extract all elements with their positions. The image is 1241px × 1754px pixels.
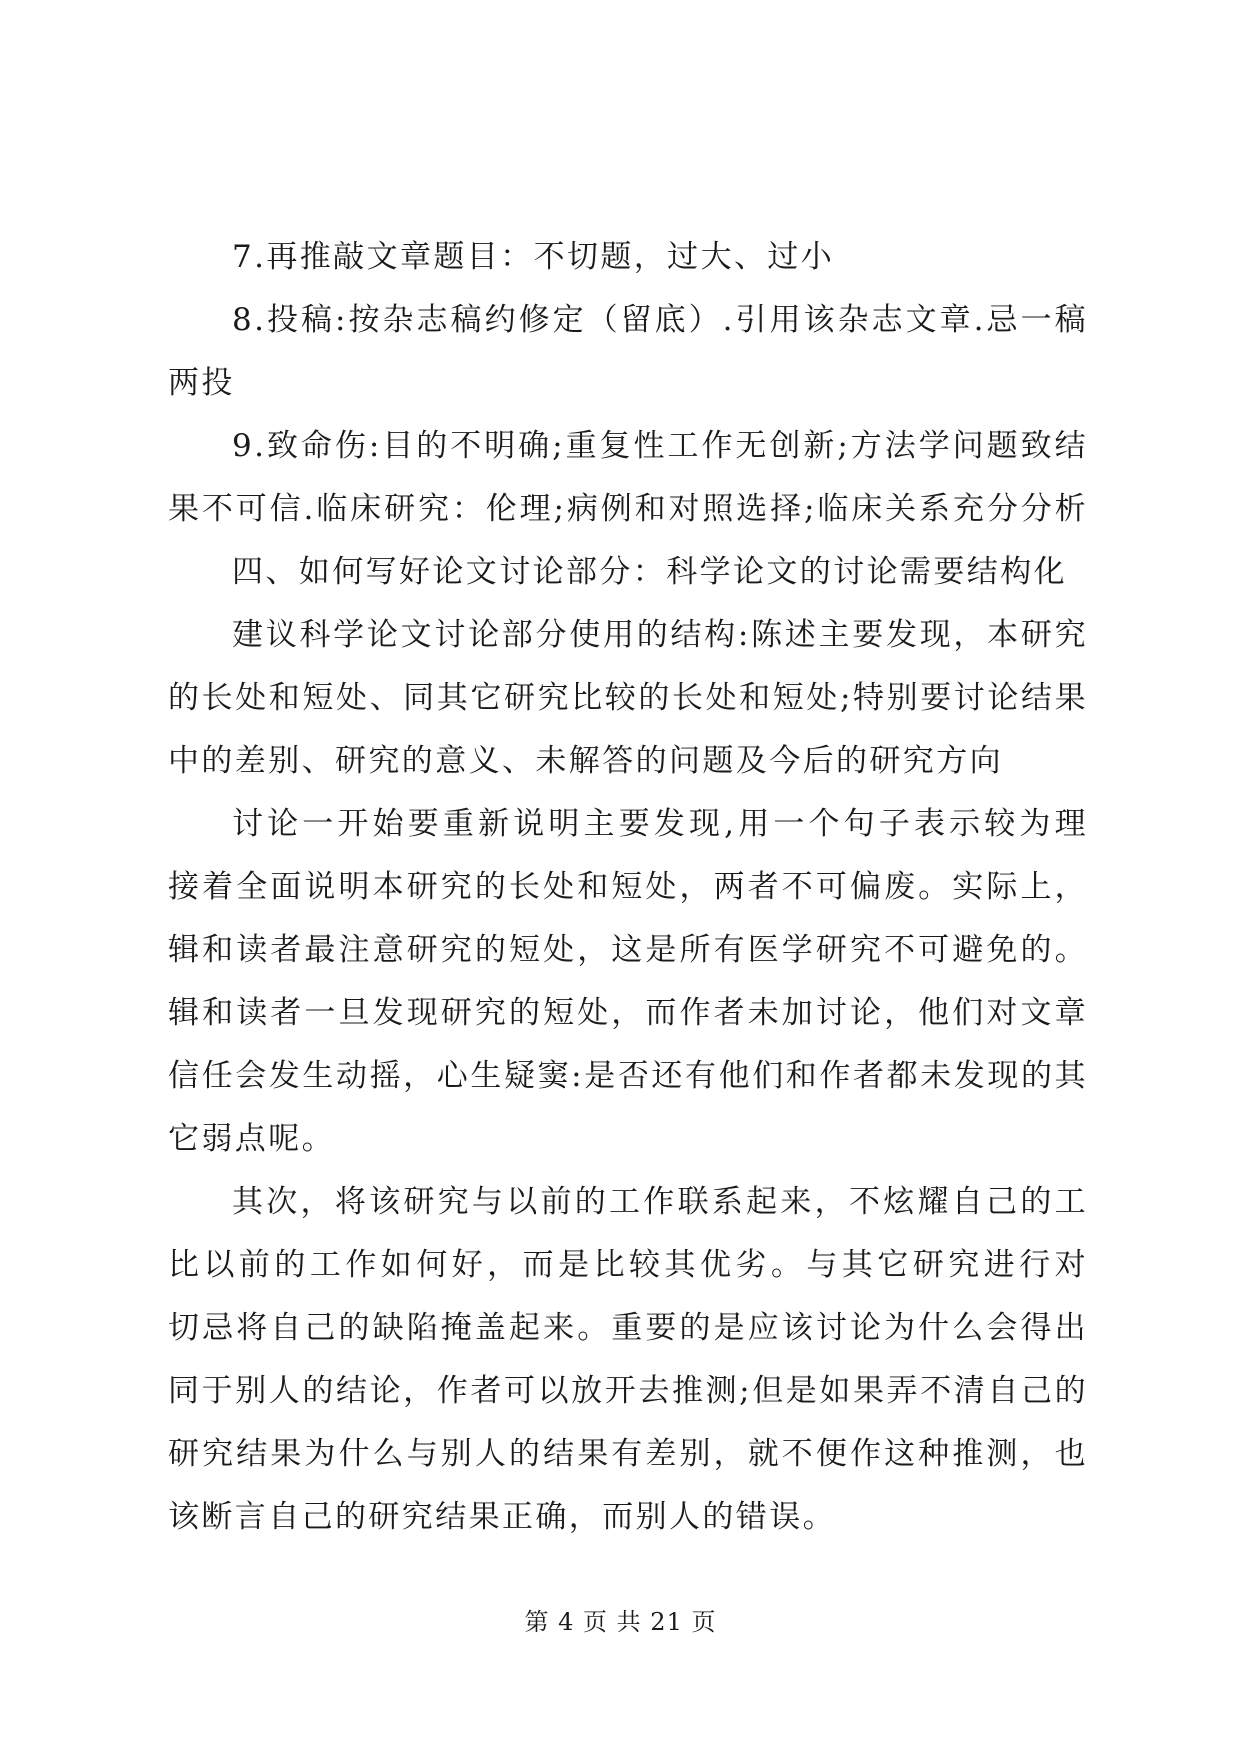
text-line: 研究结果为什么与别人的结果有差别，就不便作这种推测，也 [168,1436,1088,1472]
text-line: 它弱点呢。 [168,1121,335,1157]
text-line: 中的差别、研究的意义、未解答的问题及今后的研究方向 [168,743,1003,779]
page-footer: 第 4 页 共 21 页 [524,1608,717,1636]
text-line: 果不可信.临床研究：伦理;病例和对照选择;临床关系充分分析 [168,491,1088,527]
text-line: 信任会发生动摇，心生疑窦:是否还有他们和作者都未发现的其 [168,1058,1088,1094]
text-line: 接着全面说明本研究的长处和短处，两者不可偏废。实际上， [168,869,1088,905]
text-line: 辑和读者最注意研究的短处，这是所有医学研究不可避免的。 [168,932,1088,968]
text-line: 该断言自己的研究结果正确，而别人的错误。 [168,1499,836,1535]
text-line: 辑和读者一旦发现研究的短处，而作者未加讨论，他们对文章 [168,995,1088,1031]
text-line: 同于别人的结论，作者可以放开去推测;但是如果弄不清自己的 [168,1373,1088,1409]
text-line: 建议科学论文讨论部分使用的结构:陈述主要发现，本研究 [232,617,1088,653]
text-line: 其次，将该研究与以前的工作联系起来，不炫耀自己的工 [232,1184,1088,1220]
text-line: 四、如何写好论文讨论部分：科学论文的讨论需要结构化 [232,554,1067,590]
document-body [168,226,1088,1549]
text-line: 8.投稿:按杂志稿约修定（留底）.引用该杂志文章.忌一稿 [232,302,1088,338]
text-line: 的长处和短处、同其它研究比较的长处和短处;特别要讨论结果 [168,680,1088,716]
text-line: 比以前的工作如何好，而是比较其优劣。与其它研究进行对 [168,1247,1088,1283]
text-line: 9.致命伤:目的不明确;重复性工作无创新;方法学问题致结 [232,428,1088,464]
text-line: 两投 [168,365,235,401]
text-line: 讨论一开始要重新说明主要发现,用一个句子表示较为理 [232,806,1088,842]
text-line: 7.再推敲文章题目：不切题，过大、过小 [232,239,835,275]
text-line: 切忌将自己的缺陷掩盖起来。重要的是应该讨论为什么会得出 [168,1310,1088,1346]
